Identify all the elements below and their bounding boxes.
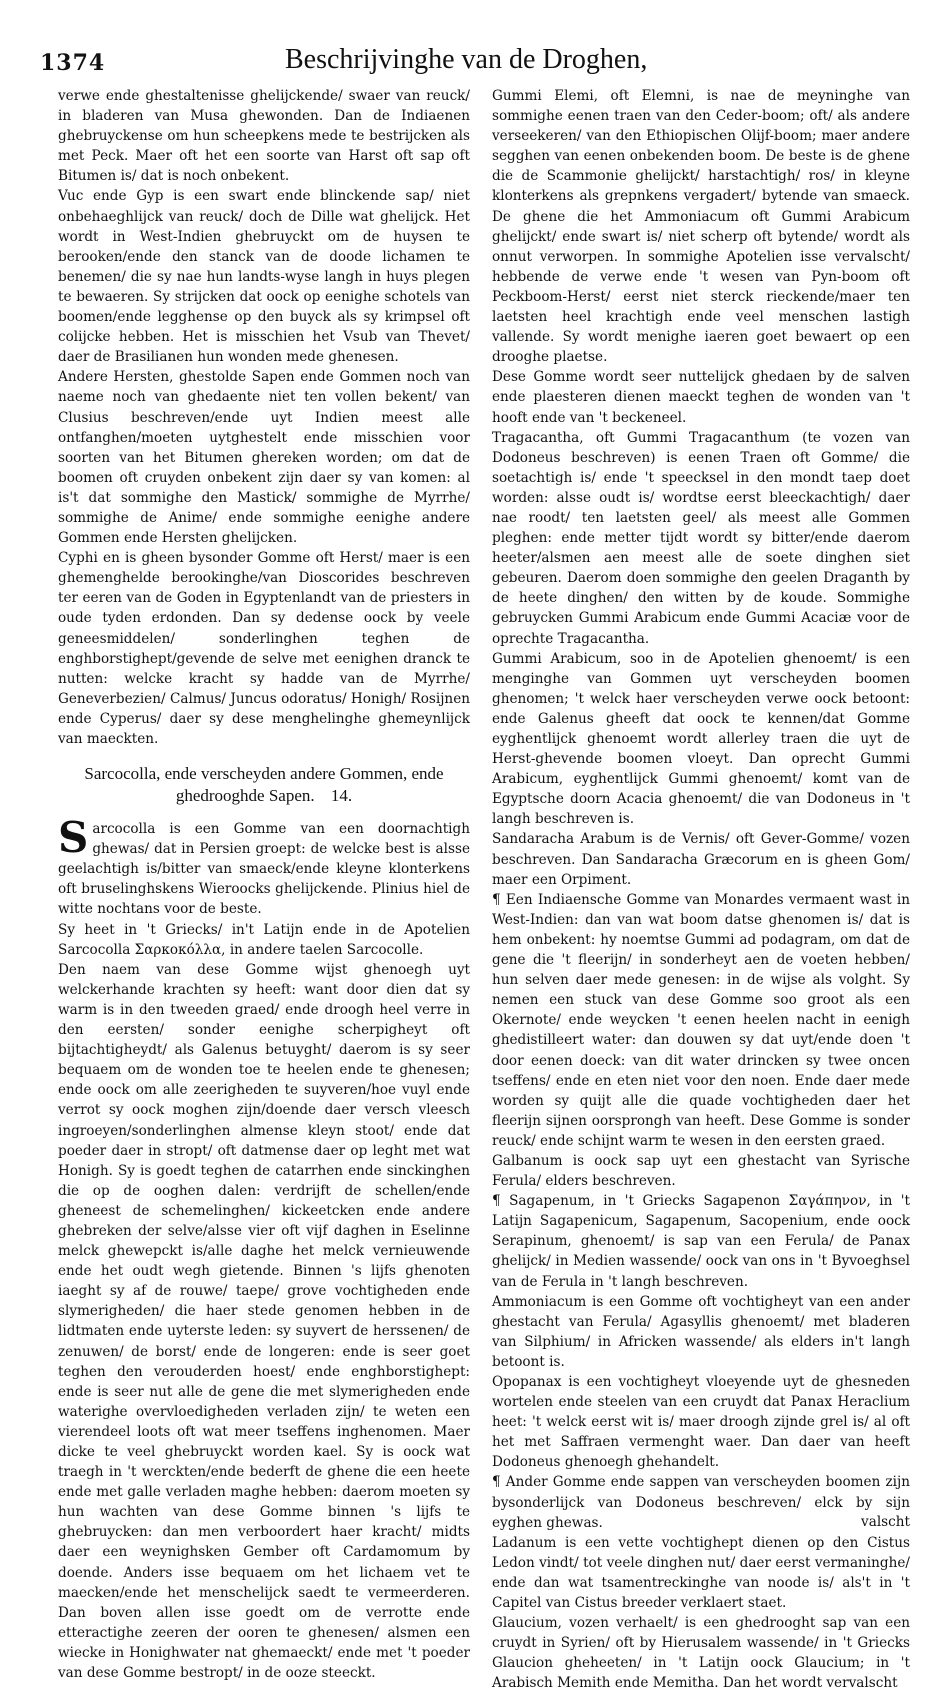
left-column	[58, 86, 470, 1683]
right-paragraph: Ladanum is een vette vochtighept dienen op den Cistus Ledon vindt/ tot veele dinghen nut/ daer eerst vermaninghe/ ende dan wat tsamentreckinghe van noode is/ als't in 't Capitel van Cistus breeder verklaert staet.	[492, 1534, 910, 1612]
right-paragraph: Galbanum is oock sap uyt een ghestacht van Syrische Ferula/ elders beschreven.	[492, 1152, 910, 1190]
running-title: Beschrijvinghe van de Droghen,	[285, 44, 648, 75]
section-number: 14.	[330, 786, 353, 806]
right-paragraph: ¶ Een Indiaensche Gomme van Monardes vermaent wast in West-Indien: dan van wat boom datse ghenomen is/ dat is hem onbekent: hy noemtse Gummi ad podagram, om dat de gene die 't fleerijn/ in sonderheyt aen de voeten hebben/ hun selven daer mede genesen: in de wijse als volght. Sy nemen een stuck van dese Gomme soo groot als een Okernote/ ende weycken 't eenen heelen nacht in eenigh ghedistilleert water: dan douwen sy dat uyt/ende doen 't door eenen doeck: van dit water drincken sy twee oncen tseffens/ ende en eten niet voor den noen. Ende daer mede worden sy quijt alle die quade vochtigheden daer het fleerijn sijnen oorsprongh van heeft. Dese Gomme is sonder reuck/ ende schijnt warm te wesen in den eersten graed.	[492, 891, 910, 1149]
right-paragraph: Gummi Elemi, oft Elemni, is nae de meyninghe van sommighe eenen traen van den Ceder-boom; oft/ als andere verseekeren/ van den Ethiopischen Olijf-boom; maer andere segghen van eenen onbekenden boom. De beste is de ghene die de Scammonie ghelijckt/ harstachtigh/ ros/ in kleyne klonterkens als grepnkens vergadert/ bytende van smaeck. De ghene die het Ammoniacum oft Gummi Arabicum ghelijckt/ ende swart is/ niet scherp oft bytende/ wordt als onnut verworpen. In sommighe Apotelien isse vervalscht/ hebbende de verwe ende 't wesen van Pyn-boom oft Peckboom-Herst/ eerst niet sterck rieckende/maer ten laetsten heel krachtigh ende veel menschen lastigh vallende. Sy wordt menighe iaeren goet bewaert op een drooghe plaetse.	[492, 88, 910, 366]
right-paragraph: ¶ Sagapenum, in 't Griecks Sagapenon Σαγάπηνον, in 't Latijn Sagapenicum, Sagapenum, Sacopenium, ende oock Serapinum, ghenoemt/ is sap van een Ferula/ de Panax ghelijck/ in Medien wassende/ oock van ons in 't Byvoeghsel van de Ferula in 't langh beschreven.	[492, 1193, 910, 1290]
right-paragraph: Gummi Arabicum, soo in de Apotelien ghenoemt/ is een menginghe van Gommen uyt verscheyden boomen ghenomen; 't welck haer verscheyden verwe oock betoont: ende Galenus gheeft dat oock te kennen/dat Gomme eyghentlijck ghenoemt wordt allerley traen die uyt de Herst-ghevende boomen vloeyt. Dan oprecht Gummi Arabicum, eyghentlijck Gummi ghenoemt/ komt van de Egyptsche doorn Acacia ghenoemt/ die van Dodoneus in 't langh beschreven is.	[492, 650, 910, 828]
right-paragraph: Dese Gomme wordt seer nuttelijck ghedaen by de salven ende plaesteren dienen maeckt teghen de wonden van 't hooft ende van 't beckeneel.	[492, 369, 910, 426]
page-number: 1374	[40, 50, 106, 76]
section-heading	[58, 763, 470, 807]
right-paragraph: ¶ Ander Gomme ende sappen van verscheyden boomen zijn bysonderlijck van Dodoneus beschreven/ elck by sijn eyghen ghewas.	[492, 1474, 910, 1531]
left-paragraph: Vuc ende Gyp is een swart ende blinckende sap/ niet onbehaeghlijck van reuck/ doch de Dille wat ghelijck. Het wordt in West-Indien ghebruyckt om de huysen te berooken/ende den stanck van de doode lichamen te benemen/ die sy nae hun landts-wyse langh in huys plegen te bewaeren. Sy strijcken dat oock op eenighe schotels van boomen/ende legghense op den buyck als sy krimpsel oft colijcke hebben. Het is misschien het Vsub van Thevet/ daer de Brasilianen hun wonden mede ghenesen.	[58, 188, 470, 366]
section-heading-text: Sarcocolla, ende verscheyden andere Gommen, ende ghedrooghde Sapen.	[84, 764, 444, 806]
left-paragraph: Den naem van dese Gomme wijst ghenoegh uyt welckerhande krachten sy heeft: want door dien dat sy warm is in den tweeden graed/ ende droogh heel verre in den eersten/ sonder eenighe scherpigheyt oft bijtachtigheydt/ als Galenus betuyght/ daerom is sy seer bequaem om de wonden toe te heelen ende te ghenesen; ende oock om alle zeerigheden te suyveren/hoe vuyl ende verrot sy oock moghen zijn/doende daer versch vleesch ingroeyen/sonderlinghen almense kleyn stoot/ ende dat poeder daer in stropt/ oft datmense daer op leght met wat Honigh. Sy is goedt teghen de catarrhen ende sinckinghen die op de ooghen dalen: verdrijft de schellen/ende gheneest de schemelinghen/ kickeetcken ende andere ghebreken der selve/alsse vier oft vijf daghen in Eselinne melck ghewepckt is/alle daghe het melck vernieuwende ende het oudt wegh gietende. Binnen 's lijfs ghenoten iaeght sy af de rouwe/ taepe/ grove vochtigheden ende slymerigheden/ die haer stede genomen hebben in de lidtmaten ende uyterste leden: sy suyvert de herssenen/ de zenuwen/ de borst/ ende de longeren: ende is seer goet teghen den verouderden hoest/ ende enghborstighept: ende is seer nut alle de gene die met slymerigheden ende waterighe overvloedigheden verladen zijn/ te weten een vierendeel loots oft wat meer tseffens inghenomen. Maer dicke te veel ghebruyckt worden kael. Sy is oock wat traegh in 't werckten/ende bederft de ghene die een heete ende met galle verladen maghe hebben: daerom moeten sy hun wachten van dese Gomme binnen 's lijfs te ghebruycken: dan men verboordert haer kracht/ midts daer een weynighsken Gember oft Cardamomum by doende. Anders isse bequaem om het lichaem vet te maecken/ende het menschelijck saedt te vermeerderen. Dan boven allen isse goedt om de verrotte ende etteractighe zeeren der ooren te ghenesen/ alsmen een wiecke in Honighwater nat ghemaeckt/ ende met 't poeder van dese Gomme bestropt/ in de ooze steeckt.	[58, 961, 470, 1682]
drop-cap: S	[58, 813, 89, 863]
right-column	[492, 86, 910, 1694]
right-paragraph: Opopanax is een vochtigheyt vloeyende uyt de ghesneden wortelen ende steelen van een cruydt dat Panax Heraclium heet: 't welck eerst wit is/ maer droogh zijnde grel is/ al oft het met Saffraen vermenght waer. Dan daer van heeft Dodoneus ghenoegh ghehandelt.	[492, 1374, 910, 1471]
left-paragraph: verwe ende ghestaltenisse ghelijckende/ swaer van reuck/ in bladeren van Musa ghewonden. Dan de Indiaenen ghebruyckense om hun scheepkens mede te bestrijcken als met Peck. Maer oft het een soorte van Harst oft sap oft Bitumen is/ dat is noch onbekent.	[58, 88, 470, 185]
left-paragraph	[58, 813, 470, 919]
left-paragraph: Andere Hersten, ghestolde Sapen ende Gommen noch van naeme noch van ghedaente niet ten vollen bekent/ van Clusius beschreven/ende uyt Indien meest alle ontfanghen/moeten uytghestelt ende misschien voor soorten van het Bitumen ghereken worden; om dat de boomen oft cruyden onbekent zijn daer sy van komen: al is't dat sommighe den Mastick/ sommighe de Myrrhe/ sommighe de Anime/ ende sommighe eenighe andere Gommen ende Hersten ghelijcken.	[58, 369, 470, 547]
right-paragraph: Sandaracha Arabum is de Vernis/ oft Gever-Gomme/ vozen beschreven. Dan Sandaracha Græcorum en is gheen Gom/ maer een Orpiment.	[492, 831, 910, 888]
catchword: valscht	[861, 1514, 910, 1530]
right-paragraph: Tragacantha, oft Gummi Tragacanthum (te vozen van Dodoneus beschreven) is eenen Traen oft Gomme/ die soetachtigh is/ ende 't speecksel in den mondt taep doet worden: alsse oudt is/ wordtse eerst bleeckachtigh/ daer nae roodt/ ten laetsten geel/ als meest alle Gommen pleghen: ende metter tijdt wordt sy bitter/ende daerom heeter/alsmen aen meest alle de soete dinghen siet gebeuren. Daerom doen sommighe den geelen Draganth by de heete dinghen/ den witten by de koude. Sommighe gebruycken Gummi Arabicum ende Gummi Acaciæ voor de oprechte Tragacantha.	[492, 429, 910, 647]
left-paragraph: Sy heet in 't Griecks/ in't Latijn ende in de Apotelien Sarcocolla Σαρκοκόλλα, in andere taelen Sarcocolle.	[58, 921, 470, 958]
section-paragraph-text: arcocolla is een Gomme van een doornachtigh ghewas/ dat in Persien groept: de welcke best is alsse geelachtigh is/bitter van smaeck/ende kleyne klonterkens oft bruselinghskens Wieroocks ghelijckende. Plinius hiel de witte nochtans voor de beste.	[58, 821, 470, 918]
right-paragraph: Glaucium, vozen verhaelt/ is een ghedrooght sap van een cruydt in Syrien/ oft by Hierusalem wassende/ in 't Griecks Glaucion gheheeten/ in 't Latijn oock Glaucium; in 't Arabisch Memith ende Memitha. Dan het wordt vervalscht	[492, 1615, 910, 1692]
right-paragraph: Ammoniacum is een Gomme oft vochtigheyt van een ander ghestacht van Ferula/ Agasyllis ghenoemt/ met bladeren van Silphium/ in Africken wassende/ als elders in't langh betoont is.	[492, 1293, 910, 1370]
left-paragraph: Cyphi en is gheen bysonder Gomme oft Herst/ maer is een ghemenghelde berookinghe/van Dioscorides beschreven ter eeren van de Goden in Egyptenlandt van de priesters in oude tyden erdonden. Dan sy dedense oock by veele geneesmiddelen/ sonderlinghen teghen de enghborstighept/gevende de selve met eenighen dranck te nutten: welcke kracht sy hadde van de Myrrhe/ Geneverbezien/ Calmus/ Juncus odoratus/ Honigh/ Rosijnen ende Cyperus/ daer sy dese menghelinghe ghemeynlijck van maeckten.	[58, 550, 470, 747]
